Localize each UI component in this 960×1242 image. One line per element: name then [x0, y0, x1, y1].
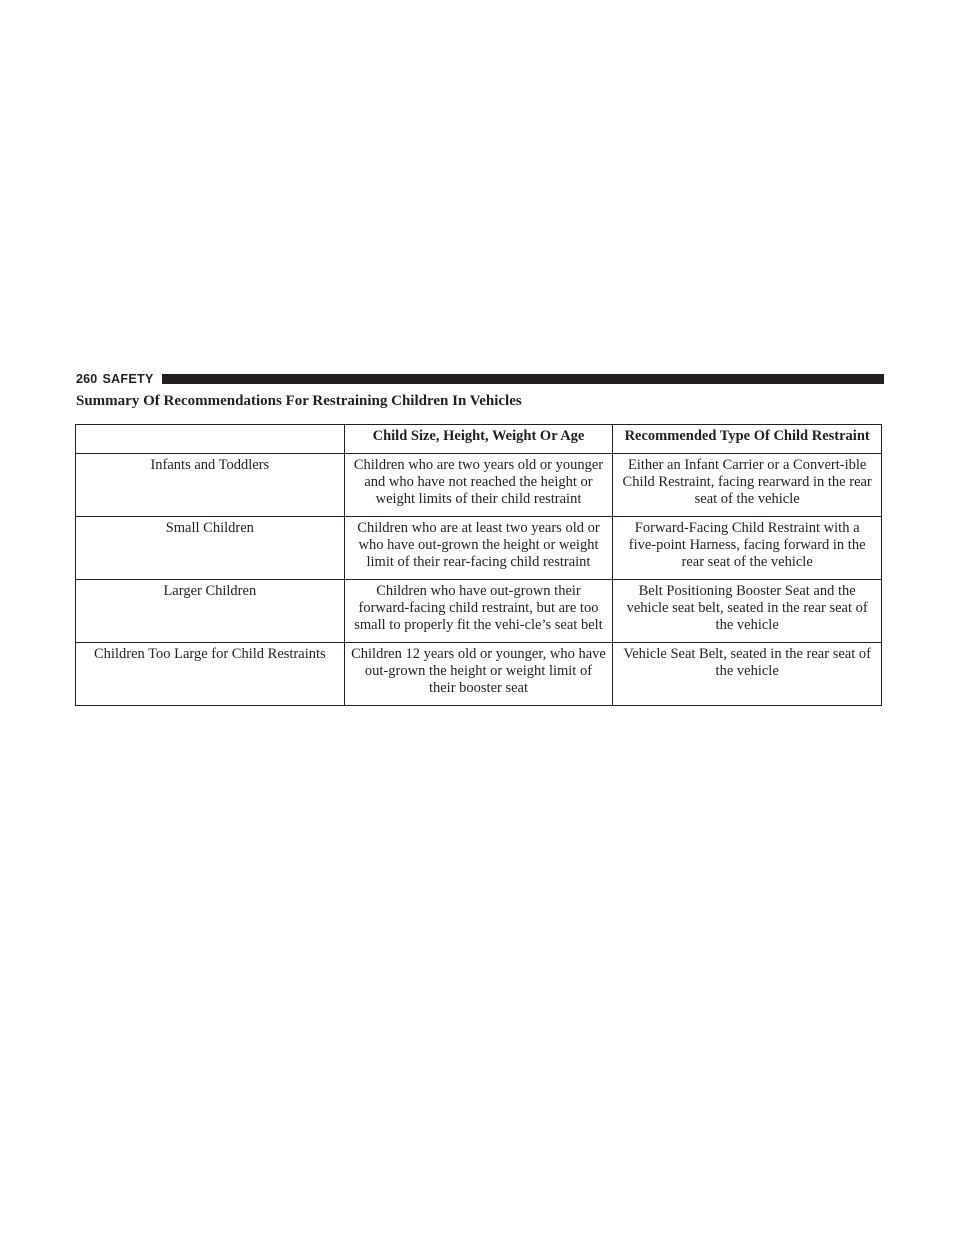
table-row	[76, 643, 882, 706]
cell-restraint: Forward-Facing Child Restraint with a five-point Harness, facing forward in the rear seat of the vehicle	[613, 517, 882, 580]
cell-size: Children who have out-grown their forward-facing child restraint, but are too small to properly fit the vehi-cle’s seat belt	[344, 580, 613, 643]
table-row	[76, 454, 882, 517]
cell-size: Children 12 years old or younger, who have out-grown the height or weight limit of their booster seat	[344, 643, 613, 706]
recommendations-table	[75, 424, 882, 706]
cell-size: Children who are at least two years old or who have out-grown the height or weight limit of their rear-facing child restraint	[344, 517, 613, 580]
cell-category: Larger Children	[76, 580, 345, 643]
page-number: 260	[76, 372, 98, 386]
section-name: SAFETY	[102, 372, 154, 386]
column-header-category	[76, 425, 345, 454]
column-header-size: Child Size, Height, Weight Or Age	[344, 425, 613, 454]
table-row	[76, 580, 882, 643]
cell-restraint: Vehicle Seat Belt, seated in the rear seat of the vehicle	[613, 643, 882, 706]
cell-restraint: Belt Positioning Booster Seat and the vehicle seat belt, seated in the rear seat of the vehicle	[613, 580, 882, 643]
header-rule	[162, 374, 884, 384]
page-header	[76, 370, 884, 388]
cell-category: Infants and Toddlers	[76, 454, 345, 517]
cell-restraint: Either an Infant Carrier or a Convert-ible Child Restraint, facing rearward in the rear seat of the vehicle	[613, 454, 882, 517]
cell-size: Children who are two years old or younger and who have not reached the height or weight limits of their child restraint	[344, 454, 613, 517]
table-header-row	[76, 425, 882, 454]
section-title: Summary Of Recommendations For Restraining Children In Vehicles	[76, 393, 522, 409]
table-row	[76, 517, 882, 580]
column-header-restraint-type: Recommended Type Of Child Restraint	[613, 425, 882, 454]
cell-category: Children Too Large for Child Restraints	[76, 643, 345, 706]
cell-category: Small Children	[76, 517, 345, 580]
